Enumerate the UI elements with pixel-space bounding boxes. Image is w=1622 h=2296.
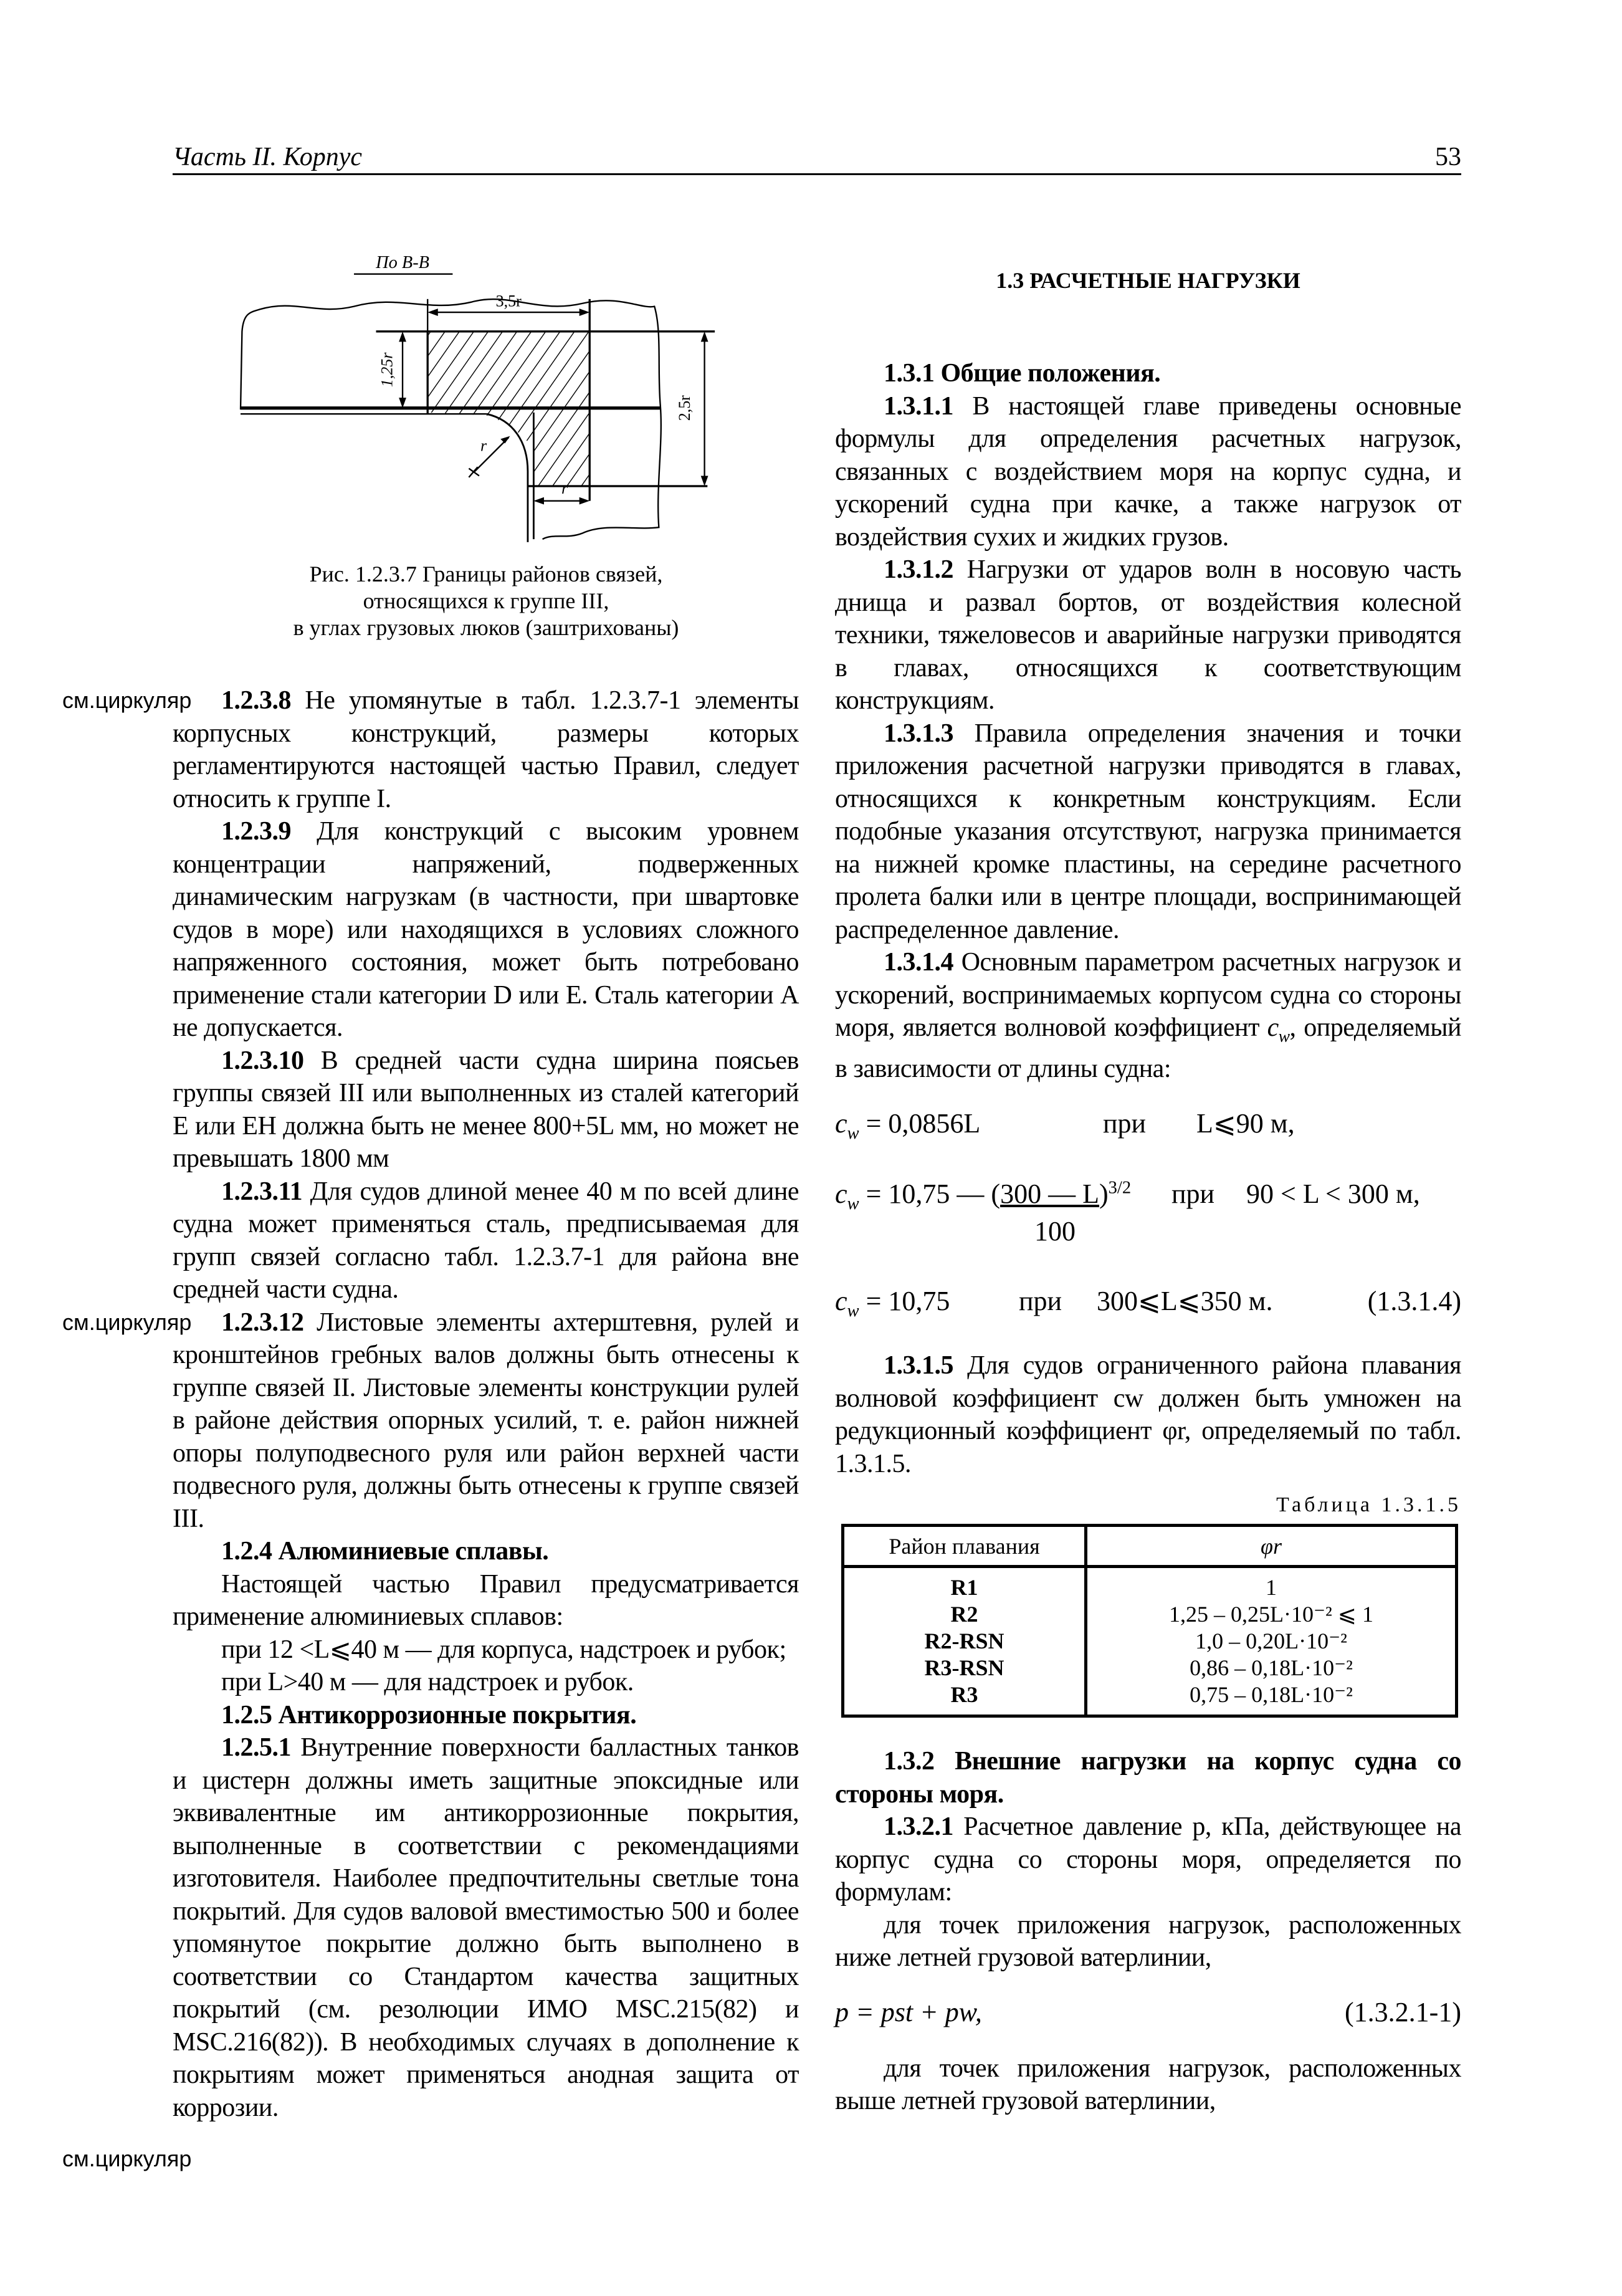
heading-1-2-4: 1.2.4 Алюминиевые сплавы. [221,1537,549,1566]
formula-cw-2: $c_w = 10,75$ — (300 — L)$^{3/2}$ [835,1178,1132,1214]
formula-cw-1: $c_w = 0,0856L$ [835,1108,981,1144]
table-col-region [843,1567,1086,1716]
table-cell: R2-RSN [924,1629,1004,1654]
table-header: Район плавания [843,1526,1086,1567]
right-column [835,264,1461,2118]
list-item: при 12 <L⩽40 м — для корпуса, надстроек и рубок; [221,1635,786,1664]
caption-line: в углах грузовых люков (заштрихованы) [293,615,679,640]
paragraph-1-3-1-4: 1.3.1.4 Основным параметром расчетных нагрузок и ускорений, воспринимаемых корпусом судна со стороны моря, является волновой коэффициент $c_w$, определяемый в зависимости от длины судна: [835,948,1461,1083]
table-cell: R1 [950,1575,978,1600]
paragraph-below-waterline: для точек приложения нагрузок, расположенных ниже летней грузовой ватерлинии, [835,1910,1461,1973]
dim-height-total-label: 2,5r [675,395,694,421]
hatch-corner-figure [221,243,742,567]
paragraph-1-2-4: Настоящей частью Правил предусматривается применение алюминиевых сплавов: [173,1569,799,1631]
formula-cw-2-denominator: 100 [1034,1216,1076,1247]
formula-cw-3-row [835,1285,1461,1349]
table-cell: R3 [950,1682,978,1708]
paragraph-above-waterline: для точек приложения нагрузок, расположенных выше летней грузовой ватерлинии, [835,2054,1461,2116]
formula-cw-1-row [835,1107,1461,1178]
figure-caption [262,561,710,641]
table-header: φr [1086,1526,1457,1567]
dim-radius-label: r [480,436,487,455]
table-cell: 1 [1266,1575,1277,1600]
running-header-title: Часть II. Корпус [173,143,363,171]
dim-height-top-label: 1,25r [378,352,396,388]
table-body [843,1567,1457,1716]
dim-bottom-label: r [561,479,568,497]
equation-number: (1.3.2.1-1) [1345,1996,1461,2027]
table-cell: R2 [950,1602,978,1627]
paragraph-1-3-1-2: 1.3.1.2 Нагрузки от ударов волн в носовую часть днища и развал бортов, от воздействия колесной техники, тяжеловесов и аварийные нагрузки приводятся в главах, относящихся к соответствующим конструкциям. [835,555,1461,715]
section-title: 1.3 РАСЧЕТНЫЕ НАГРУЗКИ [996,268,1300,293]
margin-note[interactable]: см.циркуляр [62,2146,192,2171]
page-number: 53 [1435,143,1461,171]
table-cell: R3-RSN [924,1655,1004,1681]
paragraph-1-2-3-8: см.циркуляр 1.2.3.8 Не упомянутые в табл. 1.2.3.7-1 элементы корпусных конструкций, размеры которых регламентируются настоящей частью Правил, следует относить к группе I. [173,684,799,815]
paragraph-1-3-2-1: 1.3.2.1 Расчетное давление p, кПа, действующее на корпус судна со стороны моря, определяется по формулам: [835,1812,1461,1907]
margin-note[interactable]: см.циркуляр [62,687,192,713]
heading-1-2-5: 1.2.5 Антикоррозионные покрытия. [221,1700,637,1729]
header-rule [173,173,1461,175]
reduction-coefficient-table [841,1524,1458,1718]
heading-1-3-2: 1.3.2 Внешние нагрузки на корпус судна со стороны моря. [835,1747,1461,1809]
formula-cw-2-condition: 90 < L < 300 м, [1246,1179,1420,1210]
caption-line: Рис. 1.2.3.7 Границы районов связей, [309,562,663,586]
paragraph-1-2-5-1: 1.2.5.1 Внутренние поверхности балластных танков и цистерн должны иметь защитные эпоксидные или эквивалентные им антикоррозионные покрытия, выполненные в соответствии с рекомендациями изготовителя. Наиболее предпочтительны светлые тона покрытий. Для судов валовой вместимостью 500 и более упомянутое покрытие должно быть выполнено в соответствии со Стандартом качества защитных покрытий (см. резолюции ИМО MSC.215(82) и MSC.216(82)). В необходимых случаях в дополнение к покрытиям может применяться анодная защита от коррозии. [173,1733,799,2122]
paragraph-1-3-1-1: 1.3.1.1 В настоящей главе приведены основные формулы для определения расчетных нагрузок, связанных с воздействием моря на корпус судна, и ускорений судна при качке, а также нагрузок от воздействия сухих и жидких грузов. [835,391,1461,552]
table-col-coefficient [1086,1567,1457,1716]
paragraph-1-2-3-9: 1.2.3.9 Для конструкций с высоким уровнем концентрации напряжений, подверженных динамическим нагрузкам (в частности, при швартовке судов в море) или находящихся в условиях сложного напряженного состояния, может быть потребовано применение стали категории D или E. Сталь категории A не допускается. [173,817,799,1042]
formula-cw-2-condition-word: при [1171,1179,1215,1210]
paragraph-1-2-3-11: 1.2.3.11 Для судов длиной менее 40 м по всей длине судна может применяться сталь, предписываемая для групп связей согласно табл. 1.2.3.7-1 для района вне средней части судна. [173,1177,799,1304]
table-title: Таблица 1.3.1.5 [1276,1493,1461,1517]
margin-note[interactable]: см.циркуляр [62,1309,192,1335]
formula-cw-3-condition-word: при [1019,1286,1062,1317]
left-column [62,684,799,2176]
formula-pressure-row [835,1996,1461,2052]
formula-cw-1-condition: L⩽90 м, [1196,1108,1295,1139]
equation-number: (1.3.1.4) [1367,1286,1461,1317]
formula-pressure: p = pst + pw, [835,1996,982,2027]
formula-cw-1-condition-word: при [1103,1108,1147,1139]
table-cell: 1,0 – 0,20L·10⁻² [1195,1629,1347,1654]
table-cell: 0,86 – 0,18L·10⁻² [1190,1655,1353,1681]
formula-cw-3-condition: 300⩽L⩽350 м. [1097,1286,1273,1317]
paragraph-1-3-1-5: 1.3.1.5 Для судов ограниченного района плавания волновой коэффициент cw должен быть умножен на редукционный коэффициент φr, определяемый по табл. 1.3.1.5. [835,1351,1461,1478]
view-label: По В-В [376,253,429,273]
formula-cw-2-row [835,1178,1461,1285]
paragraph-1-2-3-10: 1.2.3.10 В средней части судна ширина поясьев группы связей III или выполненных из сталей категорий E или EH должна быть не менее 800+5L мм, но может не превышать 1800 мм [173,1046,799,1173]
table-cell: 1,25 – 0,25L·10⁻² ⩽ 1 [1169,1602,1373,1627]
dim-width-label: 3,5r [495,292,522,310]
heading-1-3-1: 1.3.1 Общие положения. [884,359,1161,388]
table-cell: 0,75 – 0,18L·10⁻² [1190,1682,1353,1708]
caption-line: относящихся к группе III, [363,588,609,613]
list-item: при L>40 м — для надстроек и рубок. [221,1668,634,1696]
paragraph-1-2-3-12: см.циркуляр 1.2.3.12 Листовые элементы ахтерштевня, рулей и кронштейнов гребных валов должны быть отнесены к группе связей II. Листовые элементы конструкции рулей в районе действия опорных усилий, т. е. район нижней опоры полуподвесного руля или район верхней части подвесного руля, должны быть отнесены к группе связей III. [173,1306,799,1536]
formula-cw-3: $c_w = 10,75$ [835,1286,950,1321]
paragraph-1-3-1-3: 1.3.1.3 Правила определения значения и точки приложения расчетной нагрузки приводятся в главах, относящихся к конкретным конструкциям. Если подобные указания отсутствуют, нагрузка принимается на нижней кромке пластины, на середине расчетного пролета балки или в центре площади, воспринимающей распределенное давление. [835,719,1461,944]
